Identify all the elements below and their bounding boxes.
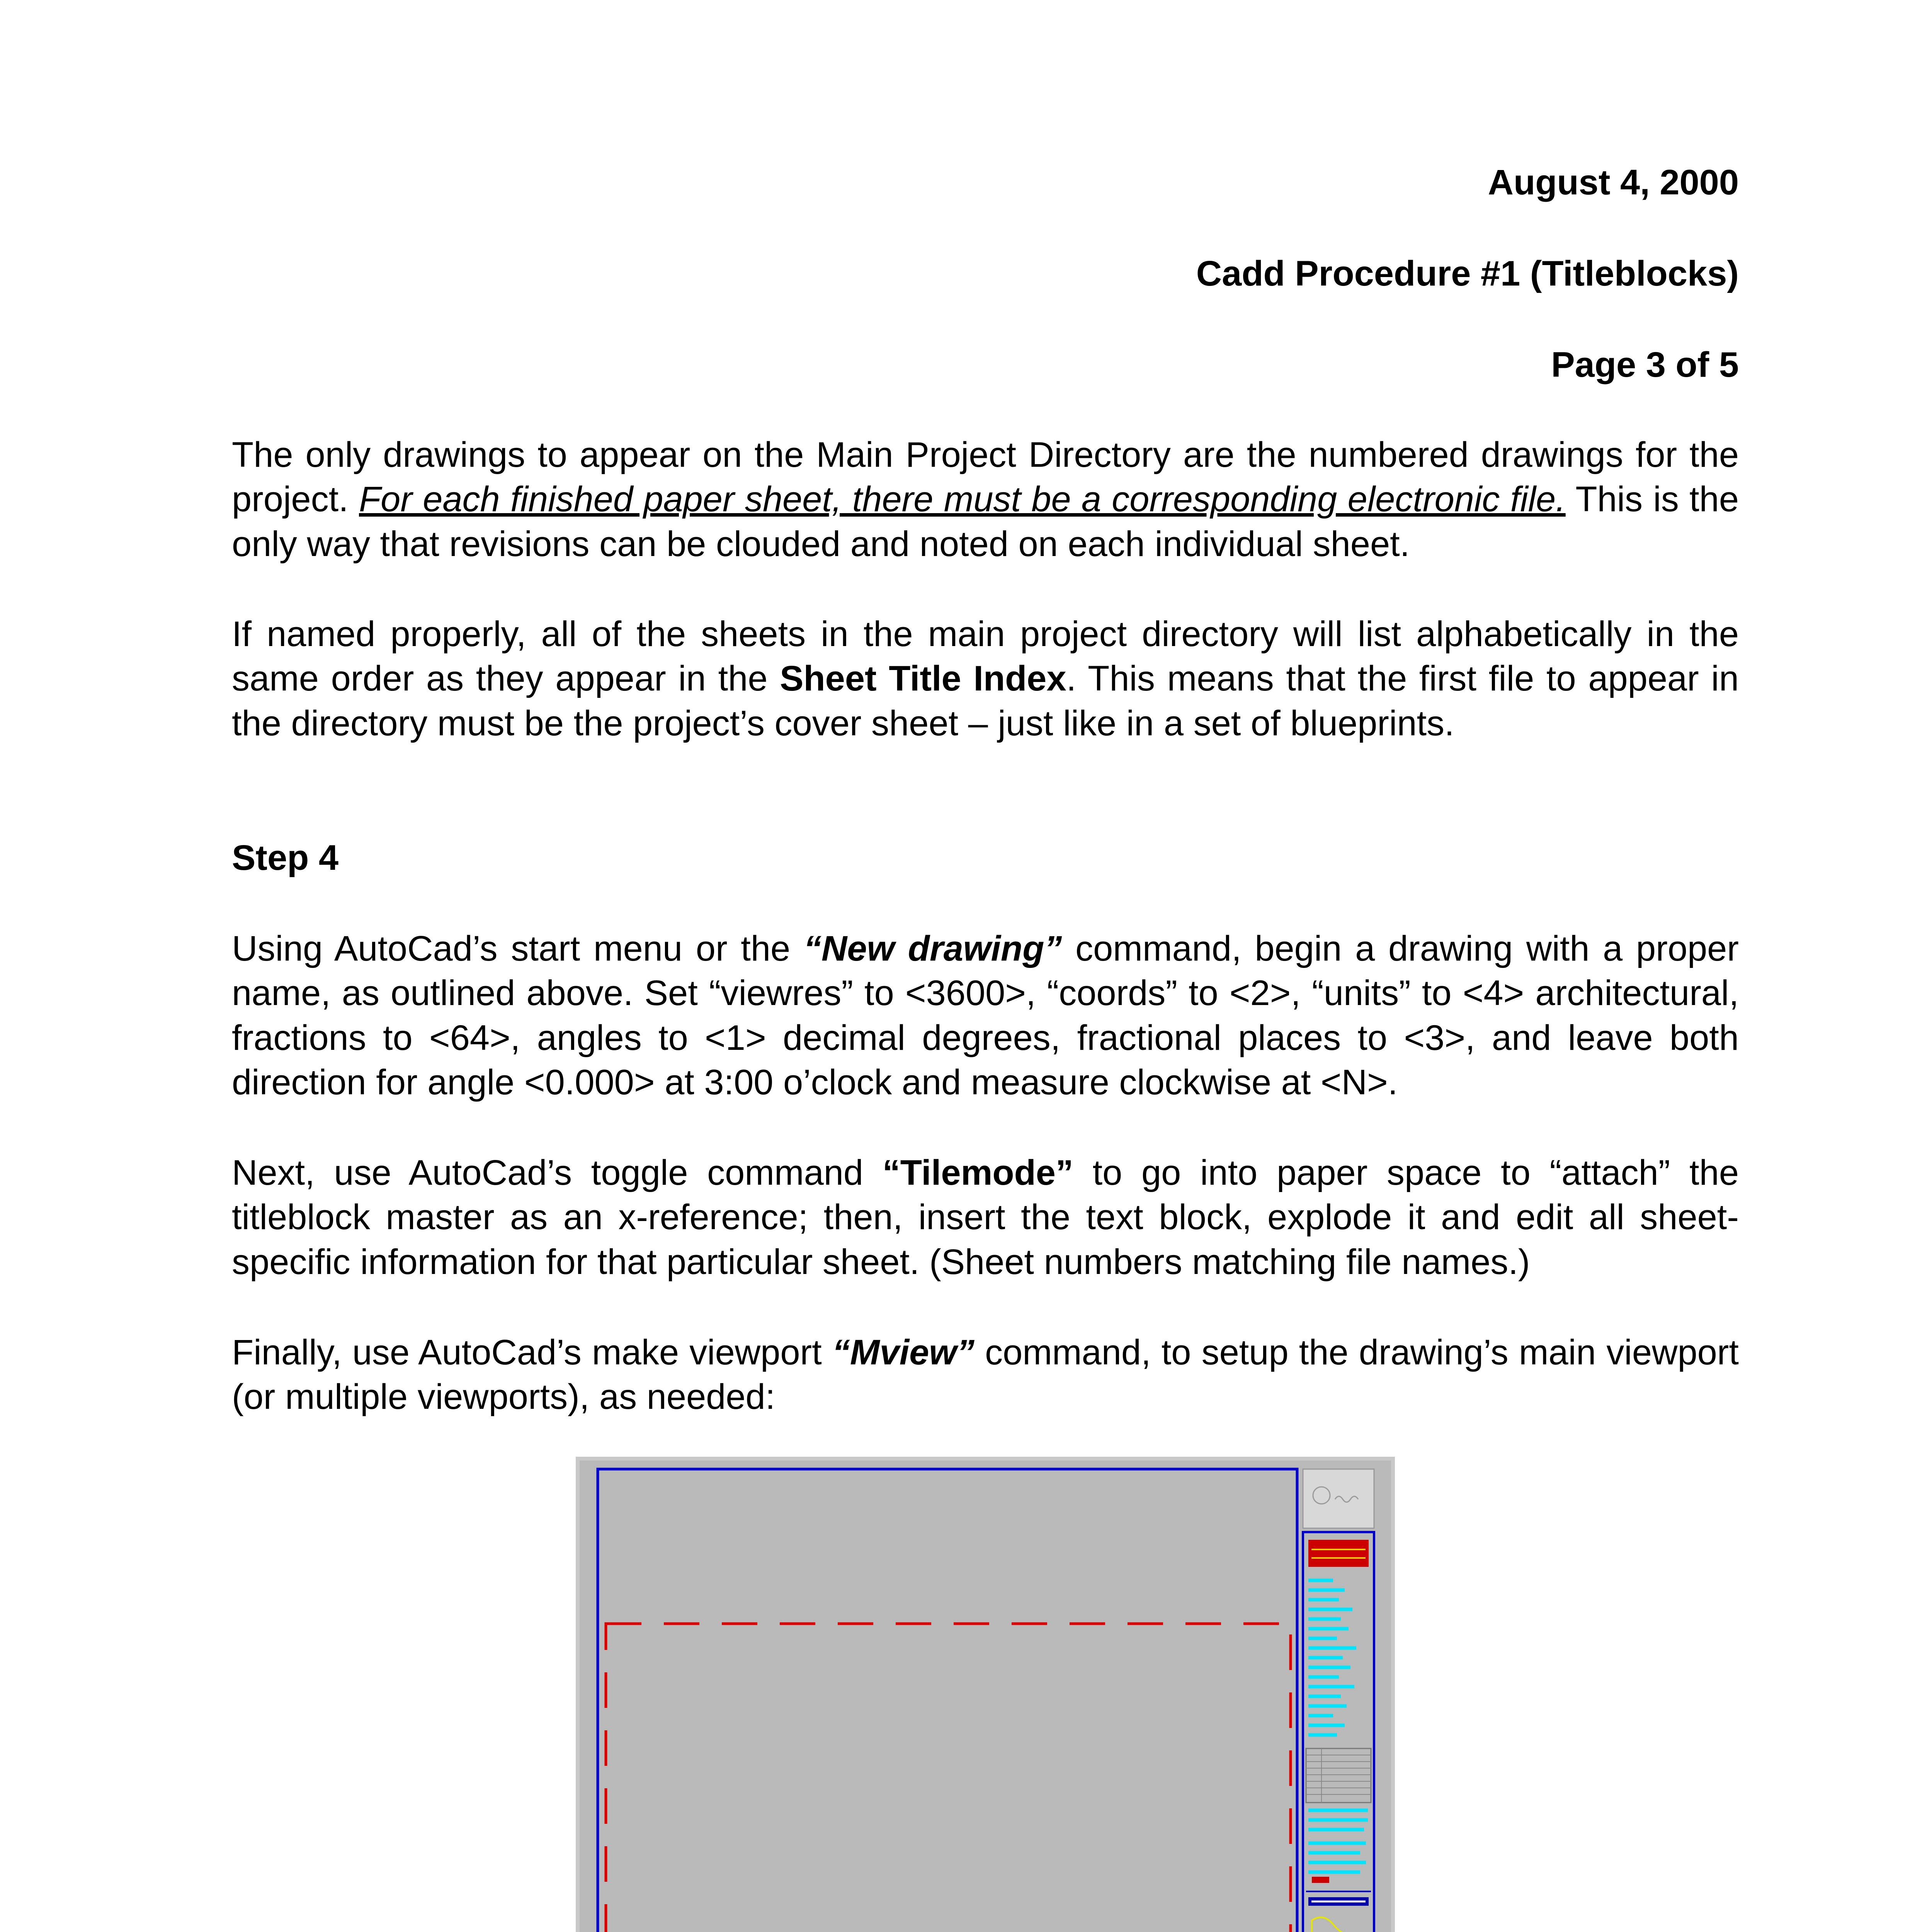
paragraph-text: Next, use AutoCad’s toggle command [232, 1153, 883, 1192]
document-date: August 4, 2000 [1488, 163, 1739, 202]
page-number: Page 3 of 5 [1551, 345, 1739, 384]
paragraph-text: The only drawings to appear on the Main Project Directory are the numbered drawings for the project. [232, 435, 1739, 519]
paragraph-text: Finally, use AutoCad’s make viewport [232, 1333, 832, 1372]
step-4-heading: Step 4 [232, 838, 339, 878]
tilemode-command: “Tilemode” [882, 1153, 1073, 1192]
paragraph-text: This is the only way that revisions can be clouded and noted on each individual sheet. [232, 480, 1739, 564]
mview-command: “Mview” [832, 1333, 975, 1372]
sheet-title-index-text: Sheet Title Index [780, 659, 1066, 699]
emphasis-text: For each finished paper sheet, there must be a corresponding electronic file. [359, 480, 1566, 519]
procedure-title: Cadd Procedure #1 (Titleblocks) [1196, 254, 1739, 293]
paragraph-text: command, to setup the drawing’s main viewport (or multiple viewports), as needed: [232, 1333, 1739, 1417]
paragraph-text: . This means that the first file to appear in the directory must be the project’s cover sheet – just like in a set of blueprints. [232, 659, 1739, 743]
paragraph-text: to go into paper space to “attach” the titleblock master as an x-reference; then, insert the text block, explode it and edit all sheet-specific information for that particular sheet. (Sheet numbers matching file names.) [232, 1153, 1739, 1282]
paragraph-text: Using AutoCad’s start menu or the [232, 929, 804, 968]
paragraph-text: If named properly, all of the sheets in the main project directory will list alphabetically in the same order as they appear in the [232, 614, 1739, 699]
paragraph-text: command, begin a drawing with a proper name, as outlined above. Set “viewres” to <3600>, “coords” to <2>, “units” to <4> architectural, fractions to <64>, angles to <1> decimal degrees, fractional places to <3>, and leave both direction for angle <0.000> at 3:00 o’clock and measure clockwise at <N>. [232, 929, 1739, 1102]
new-drawing-command: “New drawing” [803, 929, 1062, 968]
